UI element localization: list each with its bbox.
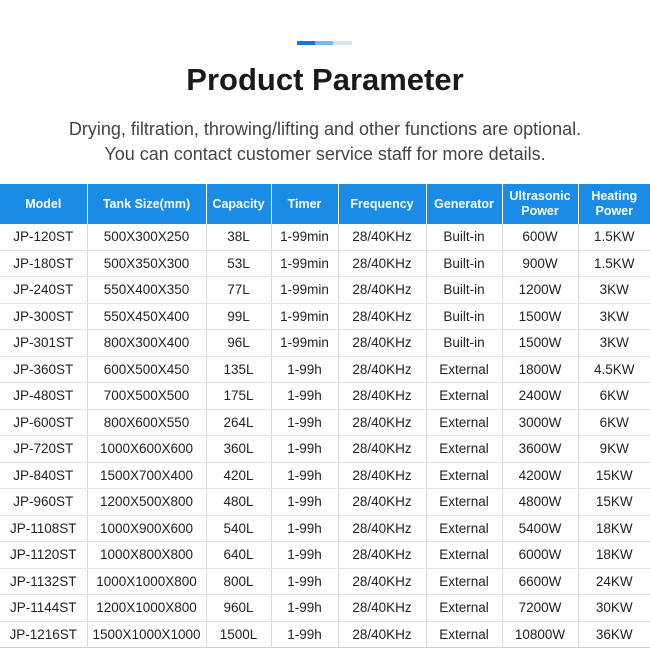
cell-tank-size: 500X300X250 xyxy=(87,224,206,250)
table-row xyxy=(0,462,650,489)
cell-heating-power: 18KW xyxy=(578,542,650,569)
accent-segment-dark xyxy=(297,41,315,45)
cell-capacity: 420L xyxy=(206,462,271,489)
cell-generator: External xyxy=(426,515,502,542)
cell-heating-power: 1.5KW xyxy=(578,250,650,277)
cell-frequency: 28/40KHz xyxy=(338,330,426,357)
cell-heating-power: 4.5KW xyxy=(578,356,650,383)
header-frequency: Frequency xyxy=(338,184,426,224)
cell-ultrasonic-power: 7200W xyxy=(502,595,578,622)
cell-capacity: 540L xyxy=(206,515,271,542)
cell-capacity: 77L xyxy=(206,277,271,304)
cell-heating-power: 1.5KW xyxy=(578,224,650,250)
table-row xyxy=(0,330,650,357)
cell-tank-size: 1200X500X800 xyxy=(87,489,206,516)
cell-frequency: 28/40KHz xyxy=(338,224,426,250)
cell-model: JP-1216ST xyxy=(0,621,87,648)
cell-ultrasonic-power: 1200W xyxy=(502,277,578,304)
cell-capacity: 960L xyxy=(206,595,271,622)
cell-tank-size: 1500X1000X1000 xyxy=(87,621,206,648)
cell-capacity: 480L xyxy=(206,489,271,516)
cell-ultrasonic-power: 4800W xyxy=(502,489,578,516)
cell-tank-size: 550X400X350 xyxy=(87,277,206,304)
cell-frequency: 28/40KHz xyxy=(338,436,426,463)
page-subtitle xyxy=(0,117,650,167)
cell-ultrasonic-power: 5400W xyxy=(502,515,578,542)
cell-frequency: 28/40KHz xyxy=(338,568,426,595)
header-capacity: Capacity xyxy=(206,184,271,224)
cell-tank-size: 600X500X450 xyxy=(87,356,206,383)
cell-ultrasonic-power: 10800W xyxy=(502,621,578,648)
cell-timer: 1-99h xyxy=(271,621,338,648)
cell-generator: Built-in xyxy=(426,303,502,330)
cell-timer: 1-99h xyxy=(271,489,338,516)
table-row xyxy=(0,542,650,569)
cell-frequency: 28/40KHz xyxy=(338,595,426,622)
cell-timer: 1-99min xyxy=(271,224,338,250)
subtitle-line-1: Drying, filtration, throwing/lifting and other functions are optional. xyxy=(68,119,582,139)
cell-ultrasonic-power: 6000W xyxy=(502,542,578,569)
cell-generator: External xyxy=(426,383,502,410)
cell-heating-power: 6KW xyxy=(578,383,650,410)
cell-heating-power: 18KW xyxy=(578,515,650,542)
cell-model: JP-360ST xyxy=(0,356,87,383)
cell-model: JP-480ST xyxy=(0,383,87,410)
title-accent-bar xyxy=(297,41,352,45)
cell-tank-size: 1000X1000X800 xyxy=(87,568,206,595)
cell-model: JP-600ST xyxy=(0,409,87,436)
cell-heating-power: 9KW xyxy=(578,436,650,463)
table-row xyxy=(0,436,650,463)
cell-ultrasonic-power: 600W xyxy=(502,224,578,250)
cell-timer: 1-99h xyxy=(271,568,338,595)
cell-ultrasonic-power: 1500W xyxy=(502,303,578,330)
cell-ultrasonic-power: 1500W xyxy=(502,330,578,357)
cell-tank-size: 1000X900X600 xyxy=(87,515,206,542)
cell-capacity: 38L xyxy=(206,224,271,250)
cell-heating-power: 24KW xyxy=(578,568,650,595)
table-row xyxy=(0,303,650,330)
cell-generator: External xyxy=(426,409,502,436)
cell-heating-power: 6KW xyxy=(578,409,650,436)
header-heating-power: Heating Power xyxy=(578,184,650,224)
cell-ultrasonic-power: 3000W xyxy=(502,409,578,436)
cell-generator: External xyxy=(426,542,502,569)
header-timer: Timer xyxy=(271,184,338,224)
cell-model: JP-720ST xyxy=(0,436,87,463)
table-row xyxy=(0,356,650,383)
cell-frequency: 28/40KHz xyxy=(338,303,426,330)
cell-timer: 1-99min xyxy=(271,250,338,277)
cell-frequency: 28/40KHz xyxy=(338,356,426,383)
cell-timer: 1-99min xyxy=(271,330,338,357)
cell-timer: 1-99h xyxy=(271,462,338,489)
header-tank-size: Tank Size(mm) xyxy=(87,184,206,224)
cell-ultrasonic-power: 1800W xyxy=(502,356,578,383)
cell-model: JP-120ST xyxy=(0,224,87,250)
cell-model: JP-301ST xyxy=(0,330,87,357)
cell-tank-size: 1000X600X600 xyxy=(87,436,206,463)
table-row xyxy=(0,409,650,436)
cell-timer: 1-99h xyxy=(271,409,338,436)
cell-tank-size: 800X300X400 xyxy=(87,330,206,357)
cell-capacity: 1500L xyxy=(206,621,271,648)
cell-model: JP-180ST xyxy=(0,250,87,277)
cell-model: JP-1132ST xyxy=(0,568,87,595)
table-row xyxy=(0,277,650,304)
cell-frequency: 28/40KHz xyxy=(338,277,426,304)
table-row xyxy=(0,383,650,410)
cell-model: JP-960ST xyxy=(0,489,87,516)
cell-tank-size: 1200X1000X800 xyxy=(87,595,206,622)
cell-model: JP-240ST xyxy=(0,277,87,304)
cell-generator: Built-in xyxy=(426,330,502,357)
cell-generator: External xyxy=(426,595,502,622)
cell-timer: 1-99min xyxy=(271,303,338,330)
cell-timer: 1-99h xyxy=(271,383,338,410)
cell-frequency: 28/40KHz xyxy=(338,515,426,542)
cell-heating-power: 30KW xyxy=(578,595,650,622)
cell-model: JP-1108ST xyxy=(0,515,87,542)
cell-capacity: 175L xyxy=(206,383,271,410)
cell-frequency: 28/40KHz xyxy=(338,383,426,410)
cell-heating-power: 15KW xyxy=(578,462,650,489)
parameter-table xyxy=(0,184,650,648)
cell-ultrasonic-power: 3600W xyxy=(502,436,578,463)
cell-capacity: 800L xyxy=(206,568,271,595)
header-model: Model xyxy=(0,184,87,224)
cell-capacity: 640L xyxy=(206,542,271,569)
cell-capacity: 264L xyxy=(206,409,271,436)
table-row xyxy=(0,595,650,622)
cell-ultrasonic-power: 6600W xyxy=(502,568,578,595)
cell-tank-size: 700X500X500 xyxy=(87,383,206,410)
cell-model: JP-1144ST xyxy=(0,595,87,622)
table-row xyxy=(0,568,650,595)
cell-capacity: 53L xyxy=(206,250,271,277)
table-row xyxy=(0,515,650,542)
table-header-row xyxy=(0,184,650,224)
table-row xyxy=(0,224,650,250)
table-row xyxy=(0,621,650,648)
cell-model: JP-300ST xyxy=(0,303,87,330)
cell-timer: 1-99h xyxy=(271,595,338,622)
cell-capacity: 99L xyxy=(206,303,271,330)
cell-heating-power: 15KW xyxy=(578,489,650,516)
cell-frequency: 28/40KHz xyxy=(338,489,426,516)
cell-model: JP-1120ST xyxy=(0,542,87,569)
cell-timer: 1-99h xyxy=(271,436,338,463)
cell-model: JP-840ST xyxy=(0,462,87,489)
cell-timer: 1-99h xyxy=(271,542,338,569)
cell-frequency: 28/40KHz xyxy=(338,409,426,436)
cell-generator: Built-in xyxy=(426,224,502,250)
accent-segment-light xyxy=(333,41,352,45)
cell-heating-power: 3KW xyxy=(578,277,650,304)
cell-timer: 1-99h xyxy=(271,515,338,542)
cell-generator: External xyxy=(426,462,502,489)
cell-tank-size: 1500X700X400 xyxy=(87,462,206,489)
table-row xyxy=(0,489,650,516)
table-body xyxy=(0,224,650,648)
cell-generator: External xyxy=(426,436,502,463)
cell-generator: External xyxy=(426,356,502,383)
cell-frequency: 28/40KHz xyxy=(338,621,426,648)
cell-heating-power: 36KW xyxy=(578,621,650,648)
cell-tank-size: 500X350X300 xyxy=(87,250,206,277)
cell-timer: 1-99min xyxy=(271,277,338,304)
cell-generator: External xyxy=(426,489,502,516)
subtitle-line-2: You can contact customer service staff for more details. xyxy=(104,144,546,164)
page-title: Product Parameter xyxy=(186,62,464,97)
cell-ultrasonic-power: 900W xyxy=(502,250,578,277)
cell-heating-power: 3KW xyxy=(578,303,650,330)
cell-capacity: 135L xyxy=(206,356,271,383)
cell-capacity: 96L xyxy=(206,330,271,357)
cell-heating-power: 3KW xyxy=(578,330,650,357)
cell-frequency: 28/40KHz xyxy=(338,542,426,569)
cell-generator: External xyxy=(426,568,502,595)
cell-generator: Built-in xyxy=(426,250,502,277)
cell-ultrasonic-power: 2400W xyxy=(502,383,578,410)
header-ultrasonic-power: Ultrasonic Power xyxy=(502,184,578,224)
cell-tank-size: 800X600X550 xyxy=(87,409,206,436)
accent-segment-mid xyxy=(315,41,333,45)
cell-frequency: 28/40KHz xyxy=(338,250,426,277)
header-generator: Generator xyxy=(426,184,502,224)
table-row xyxy=(0,250,650,277)
cell-tank-size: 550X450X400 xyxy=(87,303,206,330)
cell-generator: Built-in xyxy=(426,277,502,304)
cell-capacity: 360L xyxy=(206,436,271,463)
cell-ultrasonic-power: 4200W xyxy=(502,462,578,489)
cell-generator: External xyxy=(426,621,502,648)
cell-tank-size: 1000X800X800 xyxy=(87,542,206,569)
cell-frequency: 28/40KHz xyxy=(338,462,426,489)
cell-timer: 1-99h xyxy=(271,356,338,383)
